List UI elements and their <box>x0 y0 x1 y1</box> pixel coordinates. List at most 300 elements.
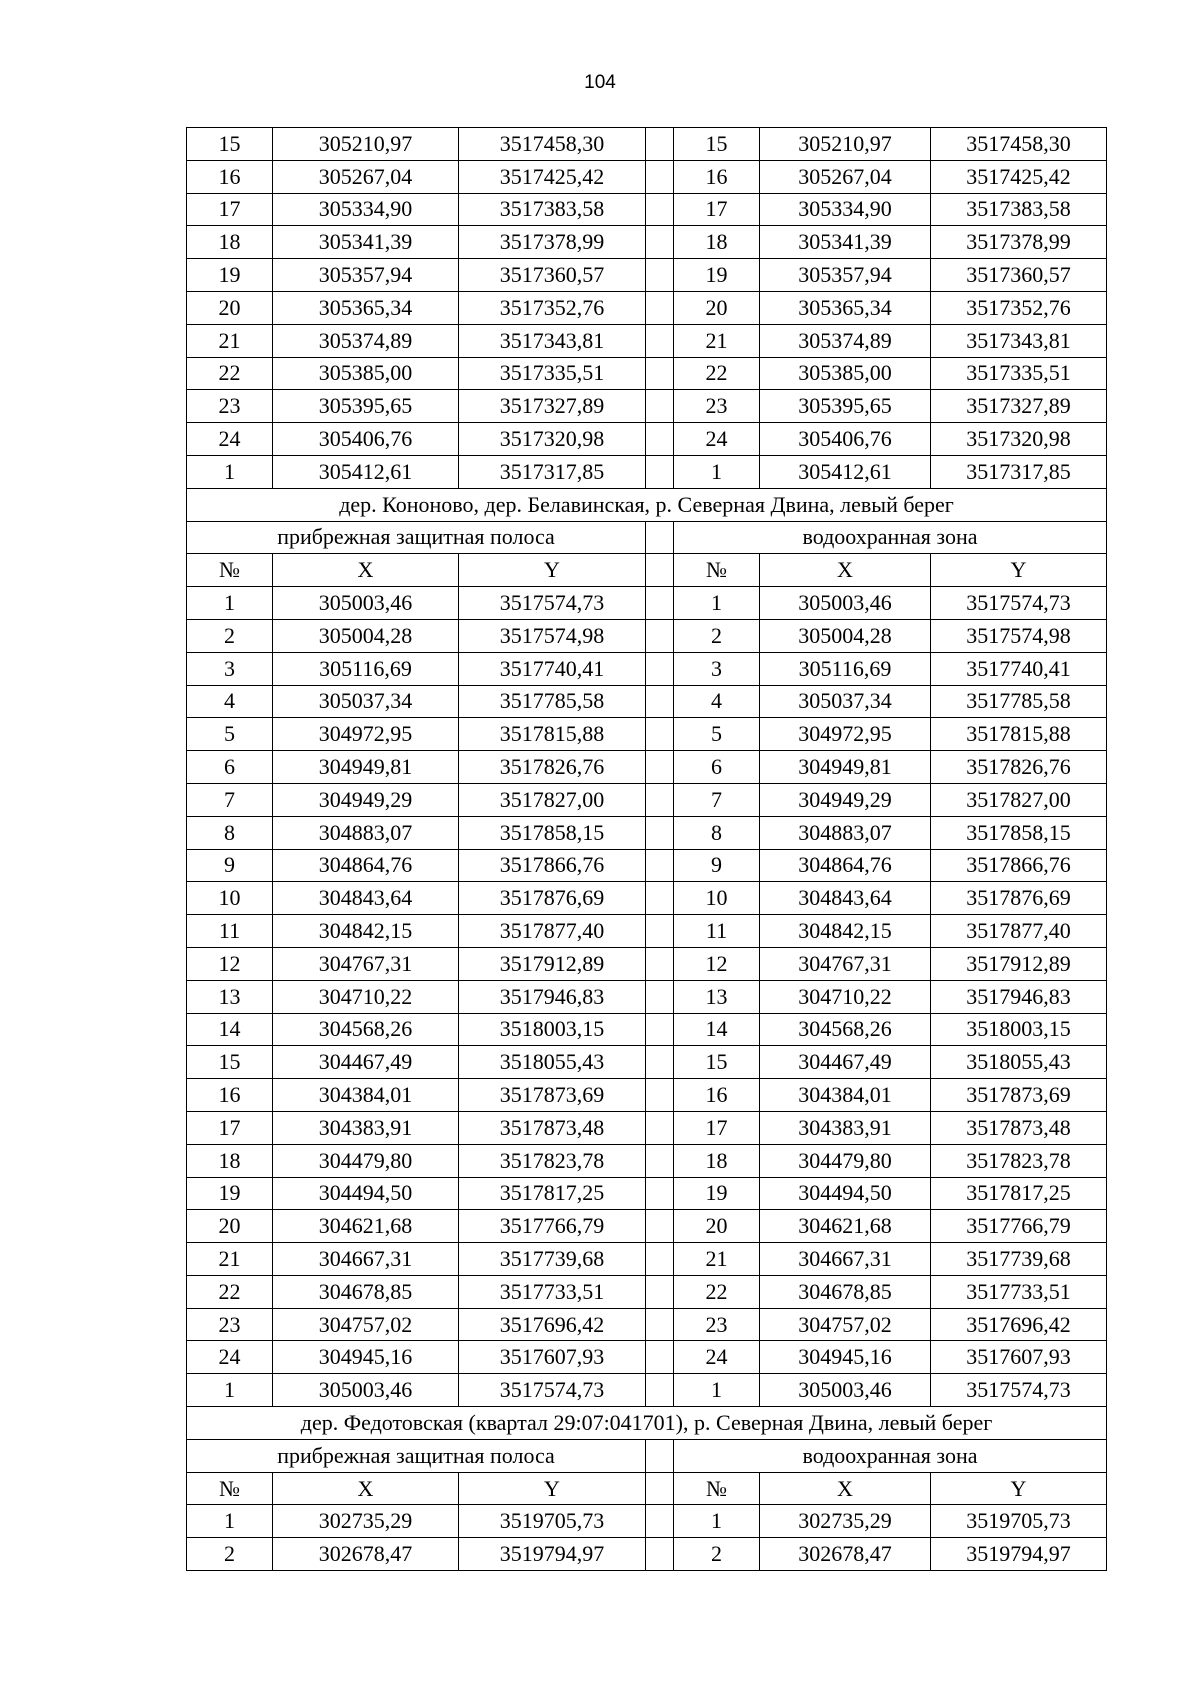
coord-y: 3517696,42 <box>931 1308 1107 1341</box>
coord-x: 305395,65 <box>760 390 931 423</box>
table-row <box>187 1013 1107 1046</box>
section-title-row <box>187 1407 1107 1440</box>
coord-y: 3517343,81 <box>459 324 646 357</box>
coord-x: 305406,76 <box>273 423 459 456</box>
column-separator <box>646 685 674 718</box>
point-number: 1 <box>187 1505 273 1538</box>
coord-y: 3518055,43 <box>931 1046 1107 1079</box>
header-x: X <box>760 554 931 587</box>
point-number: 19 <box>674 259 760 292</box>
header-y: Y <box>931 554 1107 587</box>
column-separator <box>646 882 674 915</box>
coastal-strip-heading: прибрежная защитная полоса <box>187 521 646 554</box>
coord-y: 3517383,58 <box>931 193 1107 226</box>
column-separator <box>646 291 674 324</box>
column-separator <box>646 1308 674 1341</box>
coord-y: 3517946,83 <box>459 980 646 1013</box>
coord-y: 3517352,76 <box>931 291 1107 324</box>
coord-y: 3517873,48 <box>459 1111 646 1144</box>
table-row <box>187 947 1107 980</box>
coord-x: 304945,16 <box>760 1341 931 1374</box>
coord-y: 3517574,73 <box>931 587 1107 620</box>
column-separator <box>646 521 674 554</box>
column-separator <box>646 226 674 259</box>
coord-y: 3517826,76 <box>459 751 646 784</box>
coord-x: 305116,69 <box>273 652 459 685</box>
point-number: 4 <box>674 685 760 718</box>
coord-x: 305341,39 <box>273 226 459 259</box>
coord-y: 3517739,68 <box>931 1243 1107 1276</box>
coord-x: 304494,50 <box>273 1177 459 1210</box>
coord-x: 304621,68 <box>273 1210 459 1243</box>
point-number: 22 <box>187 1275 273 1308</box>
coord-x: 304678,85 <box>760 1275 931 1308</box>
point-number: 17 <box>187 193 273 226</box>
coord-y: 3517823,78 <box>459 1144 646 1177</box>
point-number: 2 <box>187 1538 273 1571</box>
point-number: 2 <box>674 619 760 652</box>
coord-x: 305334,90 <box>760 193 931 226</box>
point-number: 1 <box>674 1374 760 1407</box>
coord-y: 3517352,76 <box>459 291 646 324</box>
coord-x: 305003,46 <box>760 1374 931 1407</box>
point-number: 7 <box>674 783 760 816</box>
coord-y: 3517877,40 <box>459 915 646 948</box>
column-separator <box>646 324 674 357</box>
coord-y: 3517574,73 <box>459 587 646 620</box>
point-number: 14 <box>674 1013 760 1046</box>
coord-y: 3517912,89 <box>459 947 646 980</box>
point-number: 13 <box>187 980 273 1013</box>
coord-x: 304945,16 <box>273 1341 459 1374</box>
coord-y: 3517866,76 <box>459 849 646 882</box>
point-number: 16 <box>674 1079 760 1112</box>
coord-x: 305406,76 <box>760 423 931 456</box>
table-row <box>187 587 1107 620</box>
coord-x: 305357,94 <box>760 259 931 292</box>
coord-x: 305334,90 <box>273 193 459 226</box>
table-row <box>187 751 1107 784</box>
table-row <box>187 1111 1107 1144</box>
column-separator <box>646 1046 674 1079</box>
coord-y: 3518003,15 <box>931 1013 1107 1046</box>
coord-x: 304842,15 <box>760 915 931 948</box>
coord-x: 305341,39 <box>760 226 931 259</box>
coord-y: 3517817,25 <box>459 1177 646 1210</box>
point-number: 22 <box>674 1275 760 1308</box>
coord-x: 304949,29 <box>273 783 459 816</box>
coord-x: 302678,47 <box>273 1538 459 1571</box>
table-row <box>187 357 1107 390</box>
coord-y: 3517327,89 <box>459 390 646 423</box>
coord-x: 305374,89 <box>273 324 459 357</box>
page-number: 104 <box>584 72 616 93</box>
point-number: 20 <box>674 291 760 324</box>
table-row <box>187 1046 1107 1079</box>
coord-y: 3517696,42 <box>459 1308 646 1341</box>
coord-y: 3517574,98 <box>459 619 646 652</box>
table-row <box>187 882 1107 915</box>
table-row <box>187 259 1107 292</box>
coord-x: 305210,97 <box>760 128 931 161</box>
coord-y: 3517740,41 <box>931 652 1107 685</box>
point-number: 21 <box>674 1243 760 1276</box>
coord-y: 3517815,88 <box>459 718 646 751</box>
table-row <box>187 1505 1107 1538</box>
coord-y: 3517946,83 <box>931 980 1107 1013</box>
point-number: 15 <box>187 128 273 161</box>
coord-y: 3517827,00 <box>459 783 646 816</box>
column-separator <box>646 980 674 1013</box>
column-separator <box>646 160 674 193</box>
coord-y: 3517817,25 <box>931 1177 1107 1210</box>
coord-y: 3517458,30 <box>931 128 1107 161</box>
point-number: 14 <box>187 1013 273 1046</box>
coord-x: 305385,00 <box>760 357 931 390</box>
table-row <box>187 455 1107 488</box>
column-separator <box>646 751 674 784</box>
column-separator <box>646 619 674 652</box>
section-heading-row <box>187 521 1107 554</box>
point-number: 11 <box>187 915 273 948</box>
coord-x: 305003,46 <box>273 1374 459 1407</box>
point-number: 21 <box>187 324 273 357</box>
coord-x: 304568,26 <box>760 1013 931 1046</box>
coord-x: 305374,89 <box>760 324 931 357</box>
point-number: 7 <box>187 783 273 816</box>
section-heading-row <box>187 1439 1107 1472</box>
coord-y: 3517873,48 <box>931 1111 1107 1144</box>
point-number: 5 <box>674 718 760 751</box>
point-number: 2 <box>674 1538 760 1571</box>
point-number: 24 <box>674 1341 760 1374</box>
coord-y: 3517823,78 <box>931 1144 1107 1177</box>
coord-y: 3517574,98 <box>931 619 1107 652</box>
header-number: № <box>674 554 760 587</box>
coord-x: 305004,28 <box>760 619 931 652</box>
column-separator <box>646 947 674 980</box>
point-number: 15 <box>674 1046 760 1079</box>
coord-x: 304883,07 <box>760 816 931 849</box>
coord-y: 3517876,69 <box>931 882 1107 915</box>
coord-x: 304710,22 <box>760 980 931 1013</box>
column-separator <box>646 1243 674 1276</box>
coord-x: 304621,68 <box>760 1210 931 1243</box>
water-zone-heading: водоохранная зона <box>674 521 1107 554</box>
coord-y: 3517378,99 <box>931 226 1107 259</box>
coord-x: 304710,22 <box>273 980 459 1013</box>
point-number: 16 <box>187 160 273 193</box>
header-x: X <box>760 1472 931 1505</box>
coord-x: 304949,81 <box>760 751 931 784</box>
point-number: 1 <box>674 1505 760 1538</box>
coord-y: 3517360,57 <box>459 259 646 292</box>
coord-x: 304678,85 <box>273 1275 459 1308</box>
coord-x: 305267,04 <box>760 160 931 193</box>
column-header-row <box>187 1472 1107 1505</box>
column-separator <box>646 849 674 882</box>
point-number: 20 <box>187 1210 273 1243</box>
column-separator <box>646 193 674 226</box>
coord-x: 304383,91 <box>273 1111 459 1144</box>
column-separator <box>646 1144 674 1177</box>
table-row <box>187 1079 1107 1112</box>
coord-y: 3517607,93 <box>459 1341 646 1374</box>
point-number: 15 <box>187 1046 273 1079</box>
point-number: 3 <box>187 652 273 685</box>
coord-y: 3517607,93 <box>931 1341 1107 1374</box>
coord-x: 304384,01 <box>273 1079 459 1112</box>
point-number: 3 <box>674 652 760 685</box>
coordinates-table <box>186 127 1107 1571</box>
coord-x: 304467,49 <box>273 1046 459 1079</box>
coord-x: 304479,80 <box>273 1144 459 1177</box>
column-separator <box>646 357 674 390</box>
coord-y: 3517425,42 <box>931 160 1107 193</box>
column-separator <box>646 554 674 587</box>
table-row <box>187 160 1107 193</box>
coastal-strip-heading: прибрежная защитная полоса <box>187 1439 646 1472</box>
point-number: 1 <box>674 587 760 620</box>
coord-y: 3517876,69 <box>459 882 646 915</box>
point-number: 17 <box>187 1111 273 1144</box>
table-row <box>187 619 1107 652</box>
column-separator <box>646 783 674 816</box>
coord-x: 304494,50 <box>760 1177 931 1210</box>
section-title: дер. Кононово, дер. Белавинская, р. Северная Двина, левый берег <box>187 488 1107 521</box>
coord-x: 305037,34 <box>760 685 931 718</box>
coord-x: 304568,26 <box>273 1013 459 1046</box>
column-separator <box>646 1505 674 1538</box>
column-separator <box>646 455 674 488</box>
point-number: 19 <box>187 1177 273 1210</box>
table-row <box>187 291 1107 324</box>
coord-x: 305267,04 <box>273 160 459 193</box>
column-separator <box>646 1374 674 1407</box>
point-number: 6 <box>187 751 273 784</box>
coord-y: 3517335,51 <box>459 357 646 390</box>
coord-x: 304864,76 <box>760 849 931 882</box>
coord-y: 3517574,73 <box>931 1374 1107 1407</box>
coord-x: 305385,00 <box>273 357 459 390</box>
table-row <box>187 1275 1107 1308</box>
point-number: 16 <box>187 1079 273 1112</box>
coord-y: 3519794,97 <box>459 1538 646 1571</box>
coord-x: 304842,15 <box>273 915 459 948</box>
point-number: 16 <box>674 160 760 193</box>
column-separator <box>646 1210 674 1243</box>
coord-x: 304883,07 <box>273 816 459 849</box>
column-separator <box>646 1439 674 1472</box>
water-zone-heading: водоохранная зона <box>674 1439 1107 1472</box>
coord-y: 3517766,79 <box>459 1210 646 1243</box>
column-separator <box>646 718 674 751</box>
coord-x: 305003,46 <box>273 587 459 620</box>
coord-y: 3519794,97 <box>931 1538 1107 1571</box>
coord-y: 3517877,40 <box>931 915 1107 948</box>
coord-y: 3517327,89 <box>931 390 1107 423</box>
coord-y: 3517383,58 <box>459 193 646 226</box>
table-row <box>187 685 1107 718</box>
coord-y: 3517873,69 <box>459 1079 646 1112</box>
header-y: Y <box>459 1472 646 1505</box>
table-row <box>187 652 1107 685</box>
header-x: X <box>273 554 459 587</box>
table-row <box>187 1538 1107 1571</box>
point-number: 9 <box>674 849 760 882</box>
table-row <box>187 980 1107 1013</box>
coord-x: 305365,34 <box>273 291 459 324</box>
coord-y: 3517740,41 <box>459 652 646 685</box>
column-separator <box>646 1013 674 1046</box>
table-row <box>187 1308 1107 1341</box>
coord-y: 3517425,42 <box>459 160 646 193</box>
table-row <box>187 193 1107 226</box>
table-row <box>187 1374 1107 1407</box>
coord-x: 305365,34 <box>760 291 931 324</box>
header-number: № <box>187 1472 273 1505</box>
point-number: 18 <box>187 226 273 259</box>
point-number: 6 <box>674 751 760 784</box>
point-number: 8 <box>674 816 760 849</box>
coord-y: 3517317,85 <box>459 455 646 488</box>
coord-x: 305004,28 <box>273 619 459 652</box>
column-separator <box>646 1079 674 1112</box>
header-y: Y <box>931 1472 1107 1505</box>
table-row <box>187 1144 1107 1177</box>
coord-y: 3517574,73 <box>459 1374 646 1407</box>
coord-y: 3517320,98 <box>931 423 1107 456</box>
coord-x: 304667,31 <box>760 1243 931 1276</box>
column-separator <box>646 259 674 292</box>
point-number: 23 <box>187 390 273 423</box>
coord-y: 3517815,88 <box>931 718 1107 751</box>
coord-x: 304843,64 <box>760 882 931 915</box>
point-number: 22 <box>674 357 760 390</box>
table-row <box>187 718 1107 751</box>
column-separator <box>646 1275 674 1308</box>
coord-y: 3518055,43 <box>459 1046 646 1079</box>
table-row <box>187 128 1107 161</box>
coord-x: 304972,95 <box>273 718 459 751</box>
point-number: 2 <box>187 619 273 652</box>
coord-y: 3517335,51 <box>931 357 1107 390</box>
coord-y: 3517733,51 <box>459 1275 646 1308</box>
point-number: 13 <box>674 980 760 1013</box>
coord-x: 304972,95 <box>760 718 931 751</box>
table-row <box>187 1177 1107 1210</box>
table-row <box>187 324 1107 357</box>
section-title-row <box>187 488 1107 521</box>
coord-y: 3517827,00 <box>931 783 1107 816</box>
table-row <box>187 1210 1107 1243</box>
coord-x: 302678,47 <box>760 1538 931 1571</box>
point-number: 15 <box>674 128 760 161</box>
table-row <box>187 783 1107 816</box>
coord-y: 3517912,89 <box>931 947 1107 980</box>
coord-y: 3517858,15 <box>459 816 646 849</box>
column-separator <box>646 1538 674 1571</box>
coord-y: 3519705,73 <box>931 1505 1107 1538</box>
table-row <box>187 1341 1107 1374</box>
column-separator <box>646 423 674 456</box>
header-y: Y <box>459 554 646 587</box>
coord-x: 304767,31 <box>760 947 931 980</box>
column-separator <box>646 1111 674 1144</box>
header-x: X <box>273 1472 459 1505</box>
coord-y: 3517378,99 <box>459 226 646 259</box>
coord-x: 305003,46 <box>760 587 931 620</box>
point-number: 23 <box>674 1308 760 1341</box>
point-number: 18 <box>674 1144 760 1177</box>
point-number: 10 <box>187 882 273 915</box>
coord-y: 3517766,79 <box>931 1210 1107 1243</box>
point-number: 21 <box>674 324 760 357</box>
coord-y: 3517785,58 <box>931 685 1107 718</box>
point-number: 17 <box>674 193 760 226</box>
coord-y: 3517826,76 <box>931 751 1107 784</box>
point-number: 1 <box>187 1374 273 1407</box>
point-number: 10 <box>674 882 760 915</box>
table-row <box>187 423 1107 456</box>
point-number: 24 <box>187 423 273 456</box>
coord-x: 305357,94 <box>273 259 459 292</box>
coord-y: 3517866,76 <box>931 849 1107 882</box>
coord-x: 304864,76 <box>273 849 459 882</box>
point-number: 17 <box>674 1111 760 1144</box>
table-row <box>187 390 1107 423</box>
column-separator <box>646 816 674 849</box>
coord-y: 3517733,51 <box>931 1275 1107 1308</box>
coord-y: 3517785,58 <box>459 685 646 718</box>
column-separator <box>646 1177 674 1210</box>
coord-x: 305116,69 <box>760 652 931 685</box>
coord-x: 305210,97 <box>273 128 459 161</box>
point-number: 11 <box>674 915 760 948</box>
table-row <box>187 849 1107 882</box>
table-row <box>187 816 1107 849</box>
coord-x: 305412,61 <box>760 455 931 488</box>
point-number: 21 <box>187 1243 273 1276</box>
coord-y: 3518003,15 <box>459 1013 646 1046</box>
point-number: 24 <box>187 1341 273 1374</box>
point-number: 18 <box>187 1144 273 1177</box>
table-row <box>187 915 1107 948</box>
coordinates-table-body <box>187 128 1107 1571</box>
coord-x: 304757,02 <box>273 1308 459 1341</box>
point-number: 20 <box>187 291 273 324</box>
point-number: 12 <box>187 947 273 980</box>
table-row <box>187 1243 1107 1276</box>
column-separator <box>646 390 674 423</box>
section-title: дер. Федотовская (квартал 29:07:041701), р. Северная Двина, левый берег <box>187 1407 1107 1440</box>
coord-y: 3517739,68 <box>459 1243 646 1276</box>
point-number: 5 <box>187 718 273 751</box>
coord-x: 302735,29 <box>760 1505 931 1538</box>
point-number: 24 <box>674 423 760 456</box>
header-number: № <box>187 554 273 587</box>
column-header-row <box>187 554 1107 587</box>
point-number: 18 <box>674 226 760 259</box>
coord-x: 304757,02 <box>760 1308 931 1341</box>
coord-x: 304667,31 <box>273 1243 459 1276</box>
point-number: 1 <box>187 587 273 620</box>
point-number: 20 <box>674 1210 760 1243</box>
point-number: 23 <box>187 1308 273 1341</box>
column-separator <box>646 1341 674 1374</box>
coord-x: 304479,80 <box>760 1144 931 1177</box>
point-number: 19 <box>674 1177 760 1210</box>
